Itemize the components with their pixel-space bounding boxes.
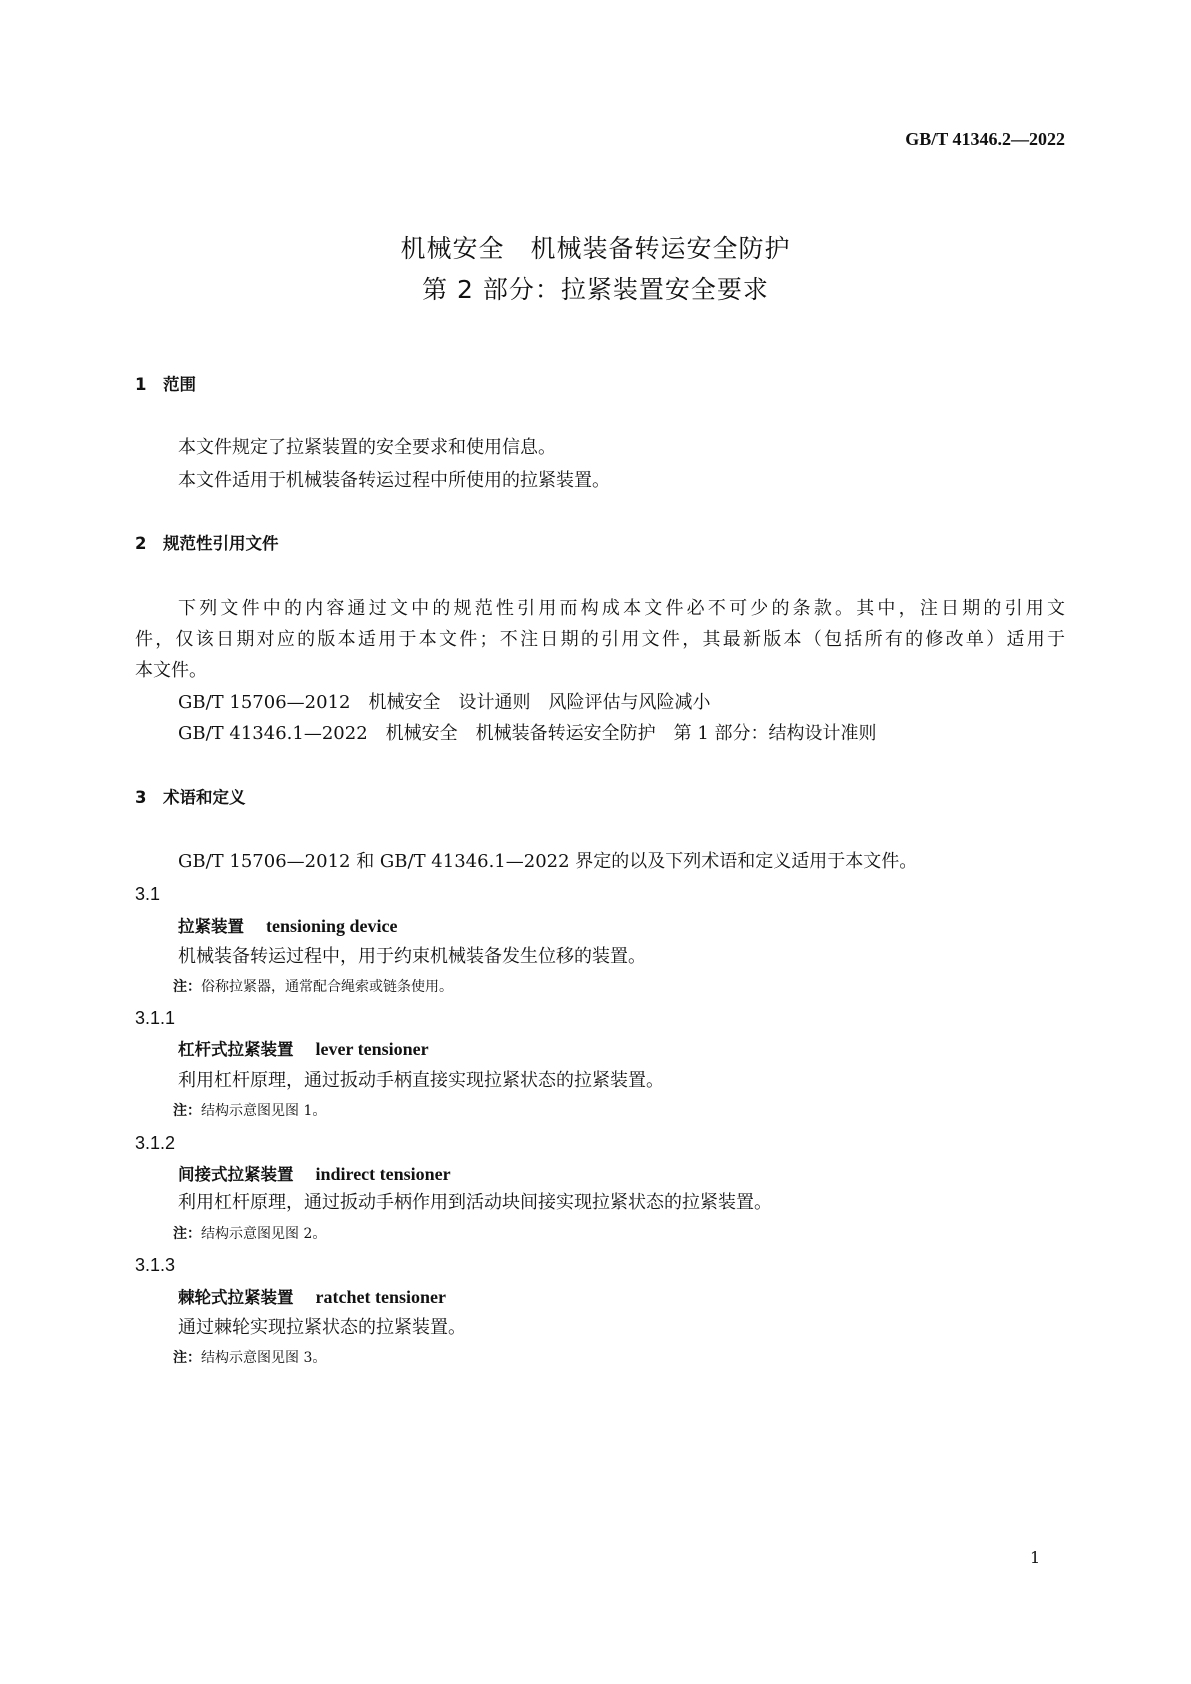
term-zh: 棘轮式拉紧装置	[178, 1288, 294, 1307]
note-label: 注：	[173, 1350, 201, 1366]
term-note	[173, 1351, 326, 1365]
note-label: 注：	[173, 1103, 201, 1119]
term-zh: 杠杆式拉紧装置	[178, 1040, 294, 1059]
title-line-2: 第 2 部分：拉紧装置安全要求	[422, 275, 769, 304]
section-3-heading: 3 术语和定义	[135, 788, 246, 807]
term-definition: 机械装备转运过程中，用于约束机械装备发生位移的装置。	[178, 946, 646, 967]
note-text: 结构示意图见图 3。	[201, 1350, 327, 1366]
term-number: 3.1.2	[135, 1133, 176, 1153]
reference-item: GB/T 15706—2012 机械安全 设计通则 风险评估与风险减小	[178, 692, 711, 713]
term-number: 3.1.3	[135, 1255, 176, 1275]
section-3-intro: GB/T 15706—2012 和 GB/T 41346.1—2022 界定的以及下列术语和定义适用于本文件。	[178, 851, 918, 872]
term-note	[173, 980, 453, 994]
term-note	[173, 1227, 326, 1241]
term-number: 3.1.1	[135, 1008, 176, 1028]
term-en: lever tensioner	[315, 1039, 429, 1059]
term-title	[178, 1040, 429, 1059]
term-zh: 间接式拉紧装置	[178, 1165, 294, 1184]
term-definition: 通过棘轮实现拉紧状态的拉紧装置。	[178, 1317, 466, 1338]
page-number: 1	[1030, 1548, 1041, 1567]
note-label: 注：	[173, 1226, 201, 1242]
section-2-para: 件，仅该日期对应的版本适用于本文件；不注日期的引用文件，其最新版本（包括所有的修改单）适用于	[135, 629, 1065, 650]
section-2-para: 下列文件中的内容通过文中的规范性引用而构成本文件必不可少的条款。其中，注日期的引用文	[178, 598, 1065, 619]
term-zh: 拉紧装置	[178, 917, 244, 936]
section-2-para: 本文件。	[135, 660, 207, 681]
standard-number: GB/T 41346.2—2022	[905, 129, 1065, 149]
title-line-1: 机械安全 机械装备转运安全防护	[400, 234, 791, 263]
term-definition: 利用杠杆原理，通过扳动手柄作用到活动块间接实现拉紧状态的拉紧装置。	[178, 1192, 772, 1213]
reference-item: GB/T 41346.1—2022 机械安全 机械装备转运安全防护 第 1 部分：结构设计准则	[178, 723, 877, 744]
term-en: ratchet tensioner	[315, 1287, 446, 1307]
section-2-heading: 2 规范性引用文件	[135, 534, 279, 553]
note-text: 结构示意图见图 1。	[201, 1103, 327, 1119]
term-title	[178, 1165, 451, 1184]
section-1-para: 本文件规定了拉紧装置的安全要求和使用信息。	[178, 437, 556, 458]
note-label: 注：	[173, 979, 201, 995]
term-en: indirect tensioner	[315, 1164, 451, 1184]
term-title	[178, 1288, 446, 1307]
term-en: tensioning device	[266, 916, 398, 936]
note-text: 俗称拉紧器，通常配合绳索或链条使用。	[201, 979, 453, 995]
term-definition: 利用杠杆原理，通过扳动手柄直接实现拉紧状态的拉紧装置。	[178, 1070, 664, 1091]
term-title	[178, 917, 398, 936]
section-1-heading: 1 范围	[135, 375, 196, 394]
section-1-para: 本文件适用于机械装备转运过程中所使用的拉紧装置。	[178, 470, 610, 491]
note-text: 结构示意图见图 2。	[201, 1226, 327, 1242]
term-note	[173, 1104, 326, 1118]
term-number: 3.1	[135, 884, 161, 904]
